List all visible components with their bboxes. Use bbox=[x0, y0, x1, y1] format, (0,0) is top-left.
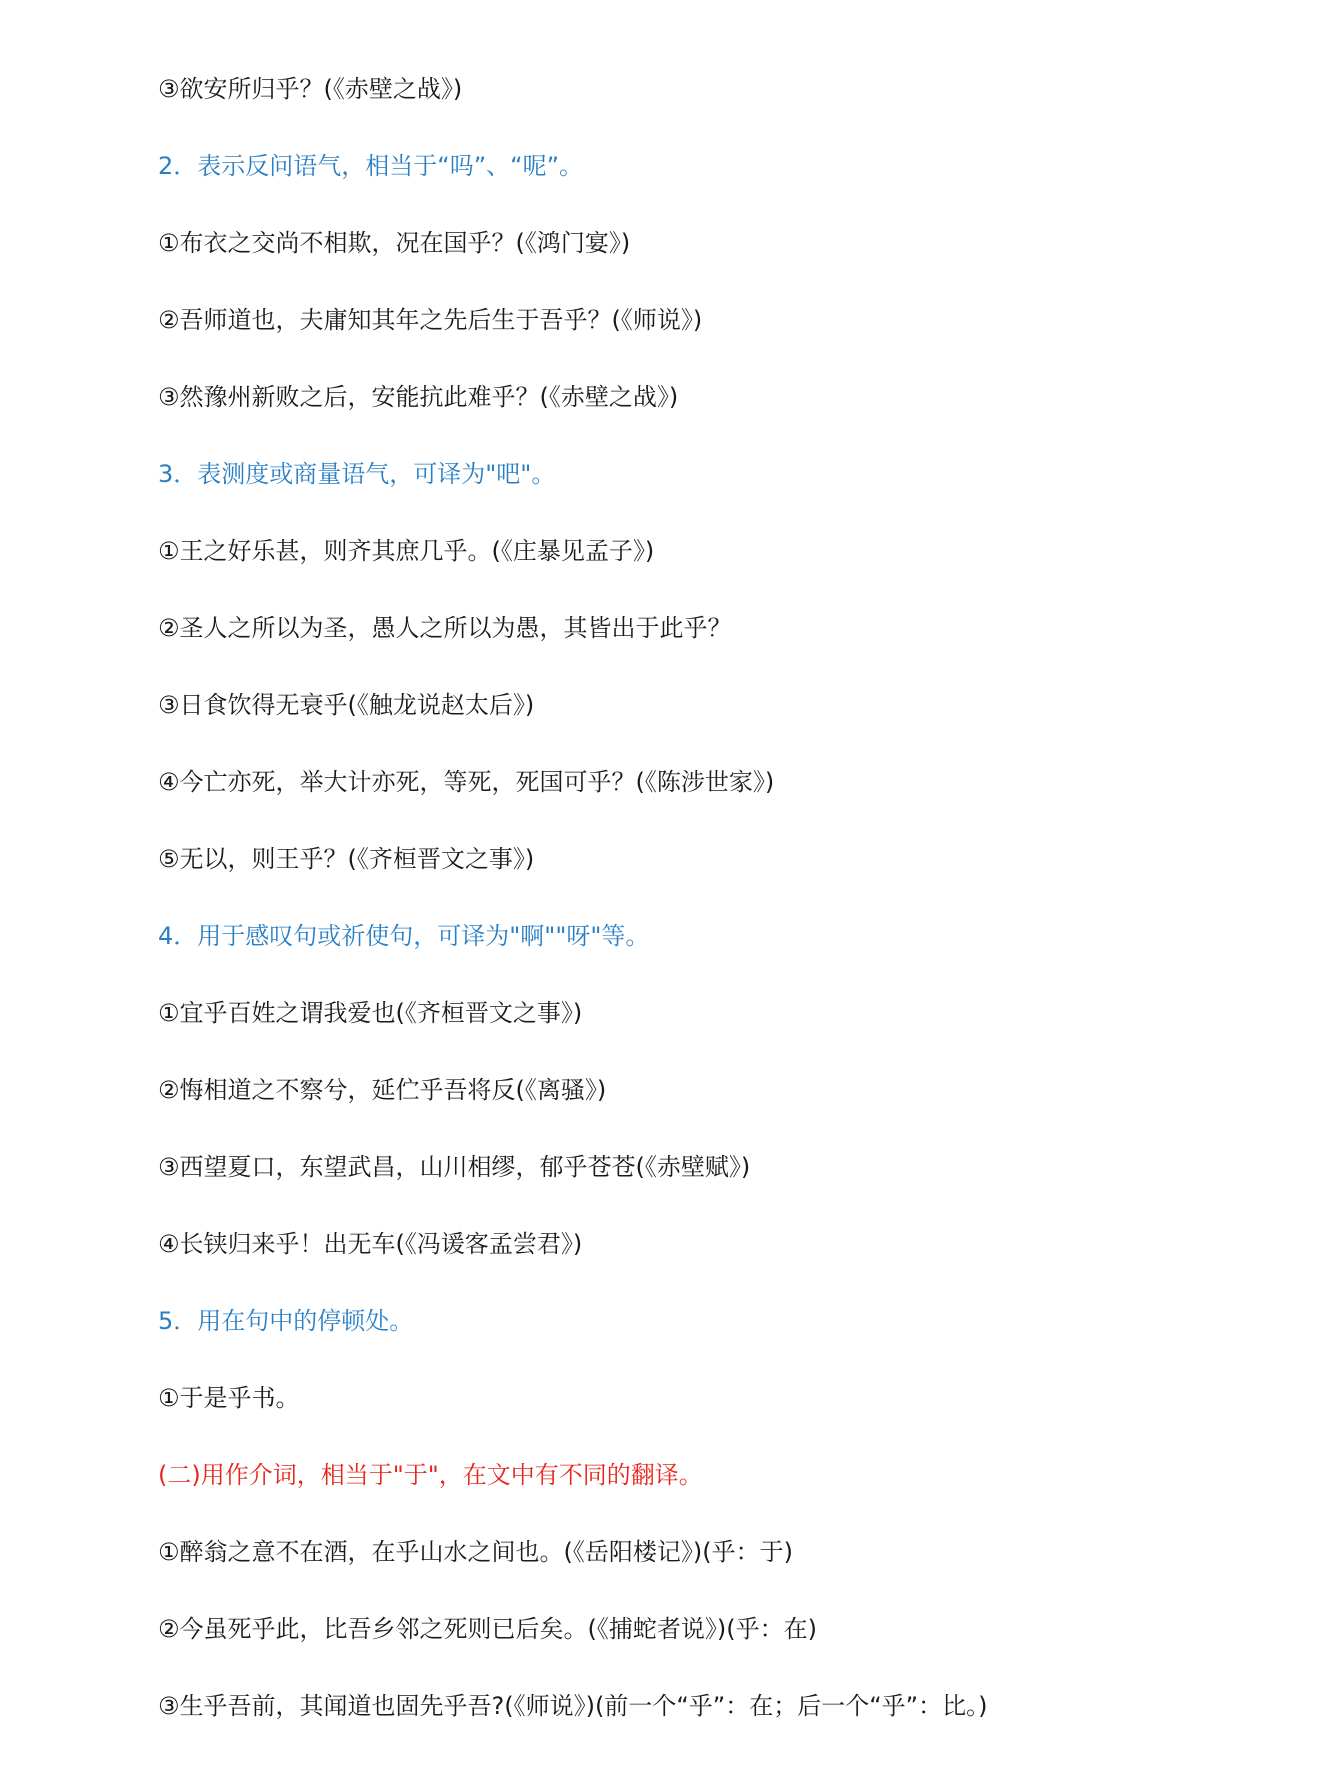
document-body bbox=[158, 76, 1278, 1770]
example-line: ①宜乎百姓之谓我爱也(《齐桓晋文之事》) bbox=[158, 999, 583, 1027]
example-line: ②吾师道也，夫庸知其年之先后生于吾乎？(《师说》) bbox=[158, 306, 703, 334]
example-line: ③然豫州新败之后，安能抗此难乎？(《赤壁之战》) bbox=[158, 383, 679, 411]
example-line: ⑤无以，则王乎？(《齐桓晋文之事》) bbox=[158, 845, 535, 873]
example-line: ①于是乎书。 bbox=[158, 1384, 300, 1412]
section-heading-4: 4．用于感叹句或祈使句，可译为"啊""呀"等。 bbox=[158, 922, 650, 950]
section-heading-3: 3．表测度或商量语气，可译为"吧"。 bbox=[158, 460, 556, 488]
section-heading-5: 5．用在句中的停顿处。 bbox=[158, 1307, 414, 1335]
example-line: ②今虽死乎此，比吾乡邻之死则已后矣。(《捕蛇者说》)(乎：在) bbox=[158, 1615, 817, 1643]
section-heading-preposition: (二)用作介词，相当于"于"，在文中有不同的翻译。 bbox=[158, 1461, 703, 1489]
example-line: ②悔相道之不察兮，延伫乎吾将反(《离骚》) bbox=[158, 1076, 607, 1104]
example-line: ①醉翁之意不在酒，在乎山水之间也。(《岳阳楼记》)(乎：于) bbox=[158, 1538, 793, 1566]
example-line: ③西望夏口，东望武昌，山川相缪，郁乎苍苍(《赤壁赋》) bbox=[158, 1153, 751, 1181]
example-line: ③日食饮得无衰乎(《触龙说赵太后》) bbox=[158, 691, 535, 719]
example-line: ④今亡亦死，举大计亦死，等死，死国可乎？(《陈涉世家》) bbox=[158, 768, 775, 796]
example-line: ③生乎吾前，其闻道也固先乎吾?(《师说》)(前一个“乎”：在；后一个“乎”：比。) bbox=[158, 1692, 988, 1720]
example-line: ①布衣之交尚不相欺，况在国乎？(《鸿门宴》) bbox=[158, 229, 631, 257]
example-line: ①王之好乐甚，则齐其庶几乎。(《庄暴见孟子》) bbox=[158, 537, 655, 565]
example-line: ②圣人之所以为圣，愚人之所以为愚，其皆出于此乎？ bbox=[158, 614, 732, 642]
section-heading-2: 2．表示反问语气，相当于“吗”、“呢”。 bbox=[158, 152, 584, 180]
example-line: ③欲安所归乎？(《赤壁之战》) bbox=[158, 75, 463, 103]
example-line: ④长铗归来乎！出无车(《冯谖客孟尝君》) bbox=[158, 1230, 583, 1258]
